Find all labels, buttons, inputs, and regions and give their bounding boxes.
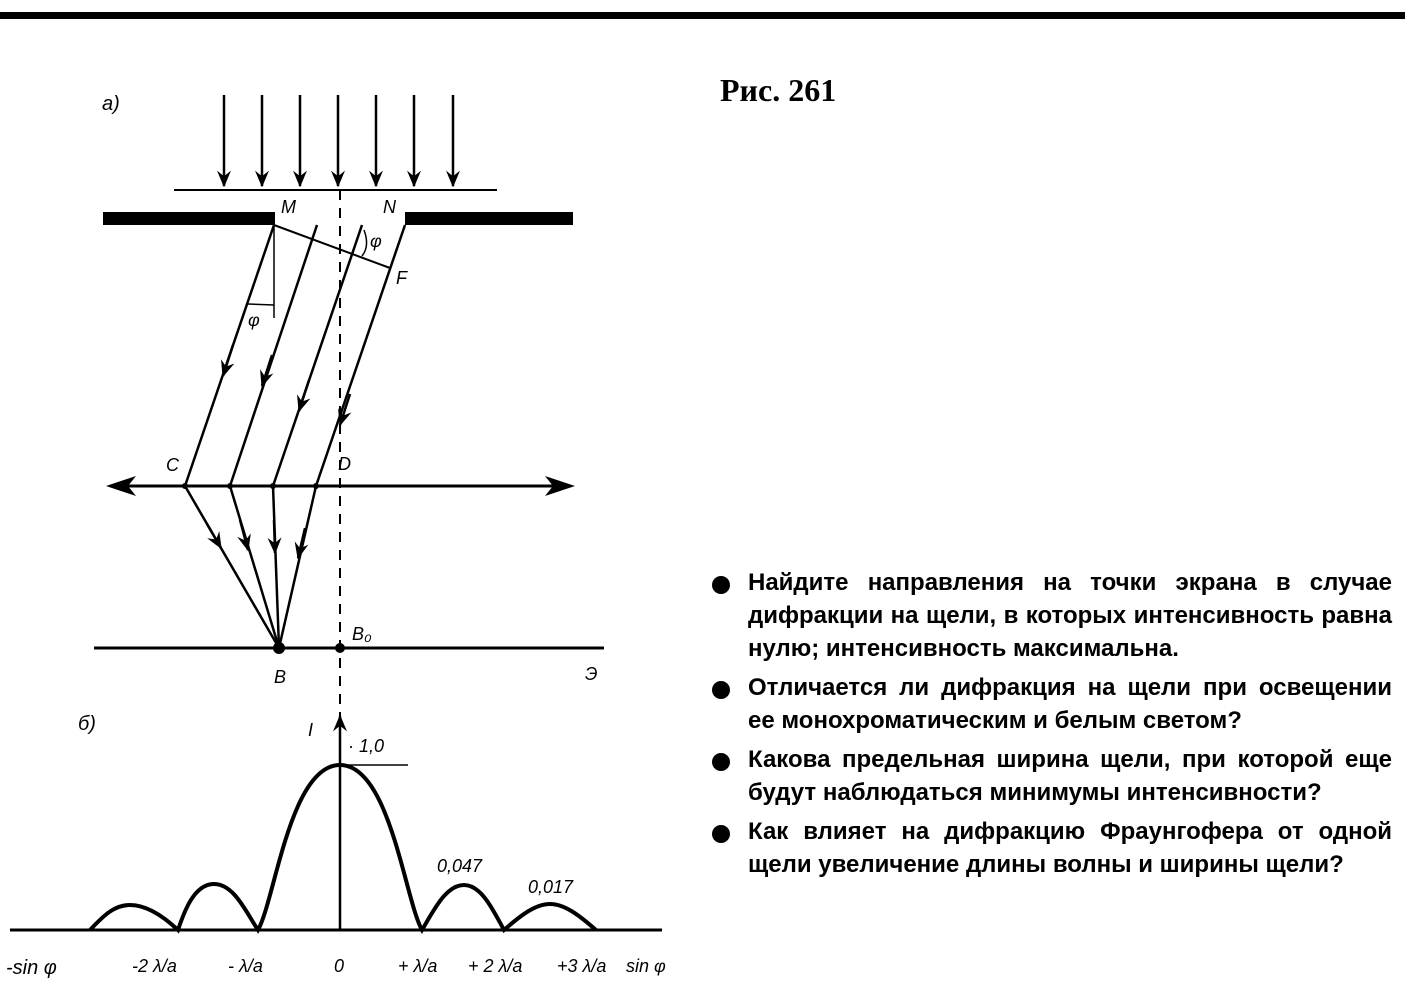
question-text: Найдите направления на точки экрана в случае дифракции на щели, в которых интенсивность равна нулю; интенсивность максимальна. [748, 569, 1392, 662]
angle-label-top: φ [370, 231, 382, 251]
angle-label-bottom: φ [248, 310, 260, 330]
point-b0-label: B₀ [352, 624, 372, 644]
tick-label: -sin φ [6, 957, 57, 979]
question-item [712, 671, 1392, 737]
converging-rays [185, 486, 316, 648]
tick-label: +3 λ/a [557, 956, 607, 976]
converging-ray-arrows [207, 520, 305, 558]
first-peak-label: 0,047 [437, 856, 483, 876]
slit-screen-left [103, 212, 275, 225]
point-b0 [335, 643, 345, 653]
question-item [712, 815, 1392, 881]
point-b-label: B [274, 667, 287, 687]
second-peak-label: 0,017 [528, 877, 574, 897]
angle-tick [248, 304, 274, 305]
intensity-axis-label: I [308, 720, 314, 740]
tick-label: sin φ [626, 956, 666, 976]
tick-label: + λ/a [398, 956, 438, 976]
tick-label: - λ/a [228, 956, 263, 976]
angle-arc-top [362, 230, 367, 256]
tick-label: 0 [334, 956, 345, 976]
incident-rays [224, 95, 453, 186]
point-b [273, 642, 285, 654]
question-list [712, 566, 1392, 887]
bullet-icon [712, 576, 730, 594]
part-b-label: б) [78, 713, 96, 735]
central-peak-label: · 1,0 [348, 736, 385, 756]
diffracted-rays [185, 225, 405, 486]
question-text: Как влияет на дифракцию Фраунгофера от одной щели увеличение длины волны и ширины щели? [748, 818, 1392, 878]
axis-tick-labels [6, 956, 666, 979]
top-rule [0, 12, 1405, 19]
screen-label: Э [585, 664, 598, 684]
point-c-label: C [166, 455, 179, 475]
bullet-icon [712, 753, 730, 771]
point-f-label: F [396, 268, 407, 288]
question-text: Какова предельная ширина щели, при которой еще будут наблюдаться минимумы интенсивности? [748, 746, 1392, 806]
part-a-label: а) [102, 93, 120, 115]
question-item [712, 566, 1392, 665]
point-d-label: D [338, 454, 351, 474]
point-m-label: M [281, 197, 296, 217]
tick-label: + 2 λ/a [468, 956, 523, 976]
intensity-curve [90, 765, 596, 930]
point-n-label: N [383, 197, 396, 217]
tick-label: -2 λ/a [132, 956, 177, 976]
question-text: Отличается ли дифракция на щели при освещении ее монохроматическим и белым светом? [748, 674, 1392, 734]
bullet-icon [712, 825, 730, 843]
bullet-icon [712, 681, 730, 699]
figure-caption: Рис. 261 [720, 72, 837, 108]
question-item [712, 743, 1392, 809]
slit-screen-right [405, 212, 573, 225]
diffracted-ray-arrows [223, 345, 350, 425]
